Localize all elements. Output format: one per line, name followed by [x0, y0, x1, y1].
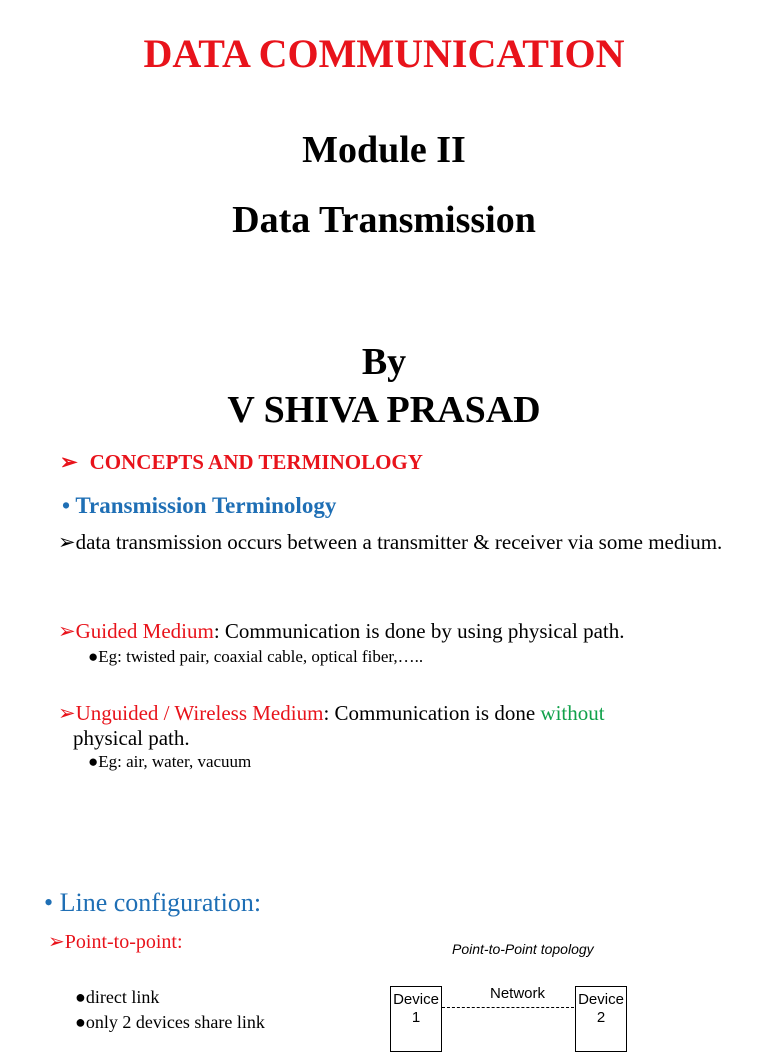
unguided-medium-text-a: : Communication is done	[323, 701, 541, 725]
network-link-line	[442, 1007, 574, 1008]
guided-medium-example: ●Eg: twisted pair, coaxial cable, optical fiber,…..	[88, 647, 424, 666]
guided-medium-term: Guided Medium	[75, 619, 214, 643]
guided-medium-text: : Communication is done by using physical path.	[213, 619, 625, 643]
unguided-medium-example: ●Eg: air, water, vacuum	[88, 752, 252, 771]
arrow-icon: ➢	[58, 701, 76, 725]
transmission-terminology-heading: • Transmission Terminology	[62, 493, 337, 518]
network-label: Network	[490, 985, 546, 1002]
line-configuration-heading: • Line configuration:	[44, 888, 262, 917]
unguided-medium-line	[58, 701, 738, 751]
module-heading: Module II	[302, 129, 466, 171]
unguided-medium-text-b: physical path.	[73, 726, 190, 750]
device-2-label: Device	[578, 991, 624, 1008]
concepts-label: CONCEPTS AND TERMINOLOGY	[89, 450, 423, 474]
without-highlight: without	[540, 701, 605, 725]
arrow-icon: ➢	[58, 619, 76, 643]
device-1-number: 1	[411, 1009, 421, 1026]
arrow-icon: ➢	[60, 450, 78, 474]
device-2-number: 2	[596, 1009, 606, 1026]
device-1-label: Device	[393, 991, 439, 1008]
author-name: V SHIVA PRASAD	[227, 389, 541, 431]
guided-medium-line	[58, 619, 624, 644]
unguided-medium-term: Unguided / Wireless Medium	[75, 701, 324, 725]
concepts-heading	[60, 450, 423, 475]
topology-caption: Point-to-Point topology	[452, 941, 594, 957]
bullet-direct-link: ●direct link	[75, 987, 160, 1007]
subject-heading: Data Transmission	[232, 199, 536, 241]
data-transmission-text: ➢data transmission occurs between a transmitter & receiver via some medium.	[58, 530, 723, 554]
point-to-point-heading: ➢Point-to-point:	[48, 931, 183, 953]
bullet-two-devices: ●only 2 devices share link	[75, 1012, 265, 1032]
by-label: By	[361, 341, 407, 383]
device-1-box	[390, 986, 442, 1052]
device-2-box	[575, 986, 627, 1052]
slide-title: DATA COMMUNICATION	[143, 31, 625, 76]
